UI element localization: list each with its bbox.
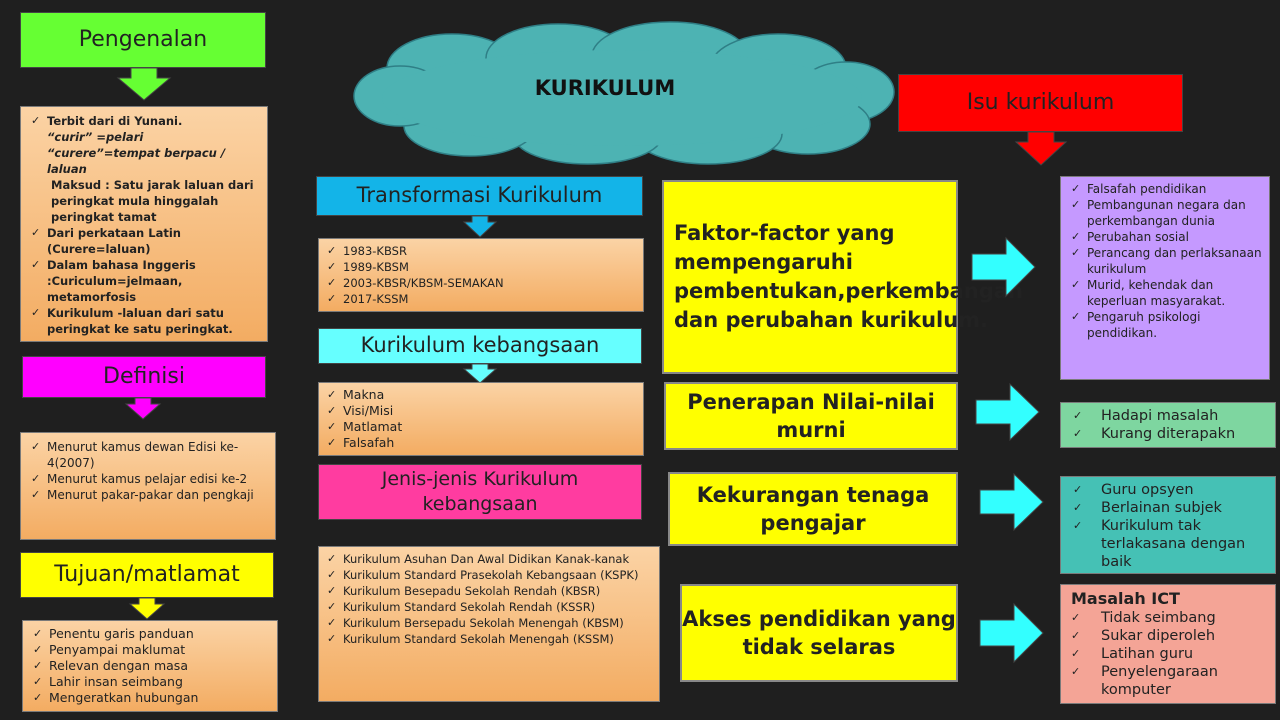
detail-item: ✓ Berlainan subjek [1073,499,1269,517]
pengenalan-line [47,145,261,177]
pengenalan-header [20,12,266,68]
pengenalan-line: Dari perkataan Latin (Curere=laluan) [47,226,181,256]
issue-tenaga-details [1060,476,1276,574]
detail-item: ✓ Kurikulum tak terlakasana dengan baik [1073,517,1269,571]
pengenalan-item [31,305,261,337]
pengenalan-content [20,106,268,342]
pengenalan-line: Kurikulum -laluan dari satu peringkat ke satu peringkat. [47,306,233,336]
detail-item: ✓ Falsafah pendidikan [1071,181,1263,197]
detail-item: ✓ Sukar diperoleh [1071,627,1269,645]
transformasi-item: ✓ 2003-KBSR/KBSM-SEMAKAN [327,275,637,291]
issue-akses-box [680,584,958,682]
issue-nilai-box [664,382,958,450]
isu-header [898,74,1183,132]
arrow-down-icon [130,598,164,620]
issue-faktor-details [1060,176,1270,380]
transformasi-item: ✓ 2017-KSSM [327,291,637,307]
transformasi-title: Transformasi Kurikulum [356,183,603,208]
pengenalan-line: ✓ Terbit dari di Yunani. [47,114,183,128]
transformasi-item: ✓ 1989-KBSM [327,259,637,275]
jenis-item: ✓ Kurikulum Standard Prasekolah Kebangsaan (KSPK) [327,567,653,583]
arrow-right-icon [980,604,1044,662]
pengenalan-item [31,225,261,257]
transformasi-item: ✓ 1983-KBSR [327,243,637,259]
kebangsaan-item: ✓ Matlamat [327,419,637,435]
definisi-item: ✓ Menurut pakar-pakar dan pengkaji [31,487,269,503]
issue-label: Akses pendidikan yang tidak selaras [682,607,956,659]
arrow-right-icon [980,474,1044,530]
pengenalan-item [31,257,261,305]
tujuan-title: Tujuan/matlamat [54,561,240,587]
tujuan-item: ✓ Penentu garis panduan [33,626,271,642]
kebangsaan-header [318,328,642,364]
detail-item: ✓ Pengaruh psikologi pendidikan. [1071,309,1263,341]
detail-item: ✓ Latihan guru [1071,645,1269,663]
kebangsaan-item: ✓ Visi/Misi [327,403,637,419]
arrow-down-icon [1016,132,1066,166]
tujuan-item: ✓ Lahir insan seimbang [33,674,271,690]
kebangsaan-item: ✓ Makna [327,387,637,403]
jenis-content [318,546,660,702]
definisi-header [22,356,266,398]
detail-item: ✓ Perubahan sosial [1071,229,1263,245]
cloud-title: KURIKULUM [534,76,676,100]
tujuan-content [22,620,278,712]
detail-item: ✓ Murid, kehendak dan keperluan masyarakat. [1071,277,1263,309]
pengenalan-title: Pengenalan [78,26,208,52]
definisi-item: ✓ Menurut kamus pelajar edisi ke-2 [31,471,269,487]
kebangsaan-content [318,382,644,456]
pengenalan-line-curir: “curir” =pelari [47,130,144,144]
arrow-right-icon [972,238,1036,296]
tujuan-header [20,552,274,598]
detail-item: ✓ Pembangunan negara dan perkembangan dunia [1071,197,1263,229]
arrow-down-icon [464,364,496,384]
detail-heading: Masalah ICT [1071,589,1180,608]
pengenalan-item [31,113,261,225]
pengenalan-line: Dalam bahasa Inggeris :Curiculum=jelmaan, metamorfosis [47,258,196,304]
issue-label: Kekurangan tenaga pengajar [696,483,930,535]
detail-item: ✓ Perancang dan perlaksanaan kurikulum [1071,245,1263,277]
detail-item: ✓ Hadapi masalah [1073,407,1269,425]
tujuan-item: ✓ Mengeratkan hubungan [33,690,271,706]
arrow-right-icon [976,384,1040,440]
jenis-item: ✓ Kurikulum Bersepadu Sekolah Menengah (KBSM) [327,615,653,631]
pengenalan-line [47,129,261,145]
detail-item: ✓ Guru opsyen [1073,481,1269,499]
pengenalan-line-curere: “curere”=tempat berpacu / laluan [47,146,226,176]
jenis-item: ✓ Kurikulum Standard Sekolah Rendah (KSSR) [327,599,653,615]
jenis-title: Jenis-jenis Kurikulum kebangsaan [381,468,579,515]
kebangsaan-title: Kurikulum kebangsaan [360,333,600,358]
detail-item: ✓ Tidak seimbang [1071,609,1269,627]
issue-nilai-details [1060,402,1276,448]
definisi-content [20,432,276,540]
detail-item: ✓ Kurang diterapakn [1073,425,1269,443]
tujuan-item: ✓ Relevan dengan masa [33,658,271,674]
issue-tenaga-box [668,472,958,546]
definisi-item: ✓ Menurut kamus dewan Edisi ke-4(2007) [31,439,269,471]
jenis-item: ✓ Kurikulum Besepadu Sekolah Rendah (KBSR) [327,583,653,599]
transformasi-header [316,176,643,216]
arrow-down-icon [126,398,160,420]
issue-akses-details [1060,584,1276,704]
transformasi-content [318,238,644,312]
isu-title: Isu kurikulum [966,89,1115,115]
issue-label: Faktor-factor yang mempengaruhi pembentukan,perkembangan dan perubahan kurikulum. [674,221,1023,332]
arrow-down-icon [464,216,496,238]
issue-label: Penerapan Nilai-nilai murni [687,390,935,442]
jenis-header [318,464,642,520]
tujuan-item: ✓ Penyampai maklumat [33,642,271,658]
issue-faktor-box [662,180,1023,374]
jenis-item: ✓ Kurikulum Standard Sekolah Menengah (KSSM) [327,631,653,647]
arrow-down-icon [118,68,170,102]
detail-item: ✓ Penyelengaraan komputer [1071,663,1269,699]
kebangsaan-item: ✓ Falsafah [327,435,637,451]
pengenalan-line-maksud: Maksud : Satu jarak laluan dari peringkat mula hinggalah peringkat tamat [51,178,254,224]
jenis-item: ✓ Kurikulum Asuhan Dan Awal Didikan Kanak-kanak [327,551,653,567]
definisi-title: Definisi [103,363,185,389]
